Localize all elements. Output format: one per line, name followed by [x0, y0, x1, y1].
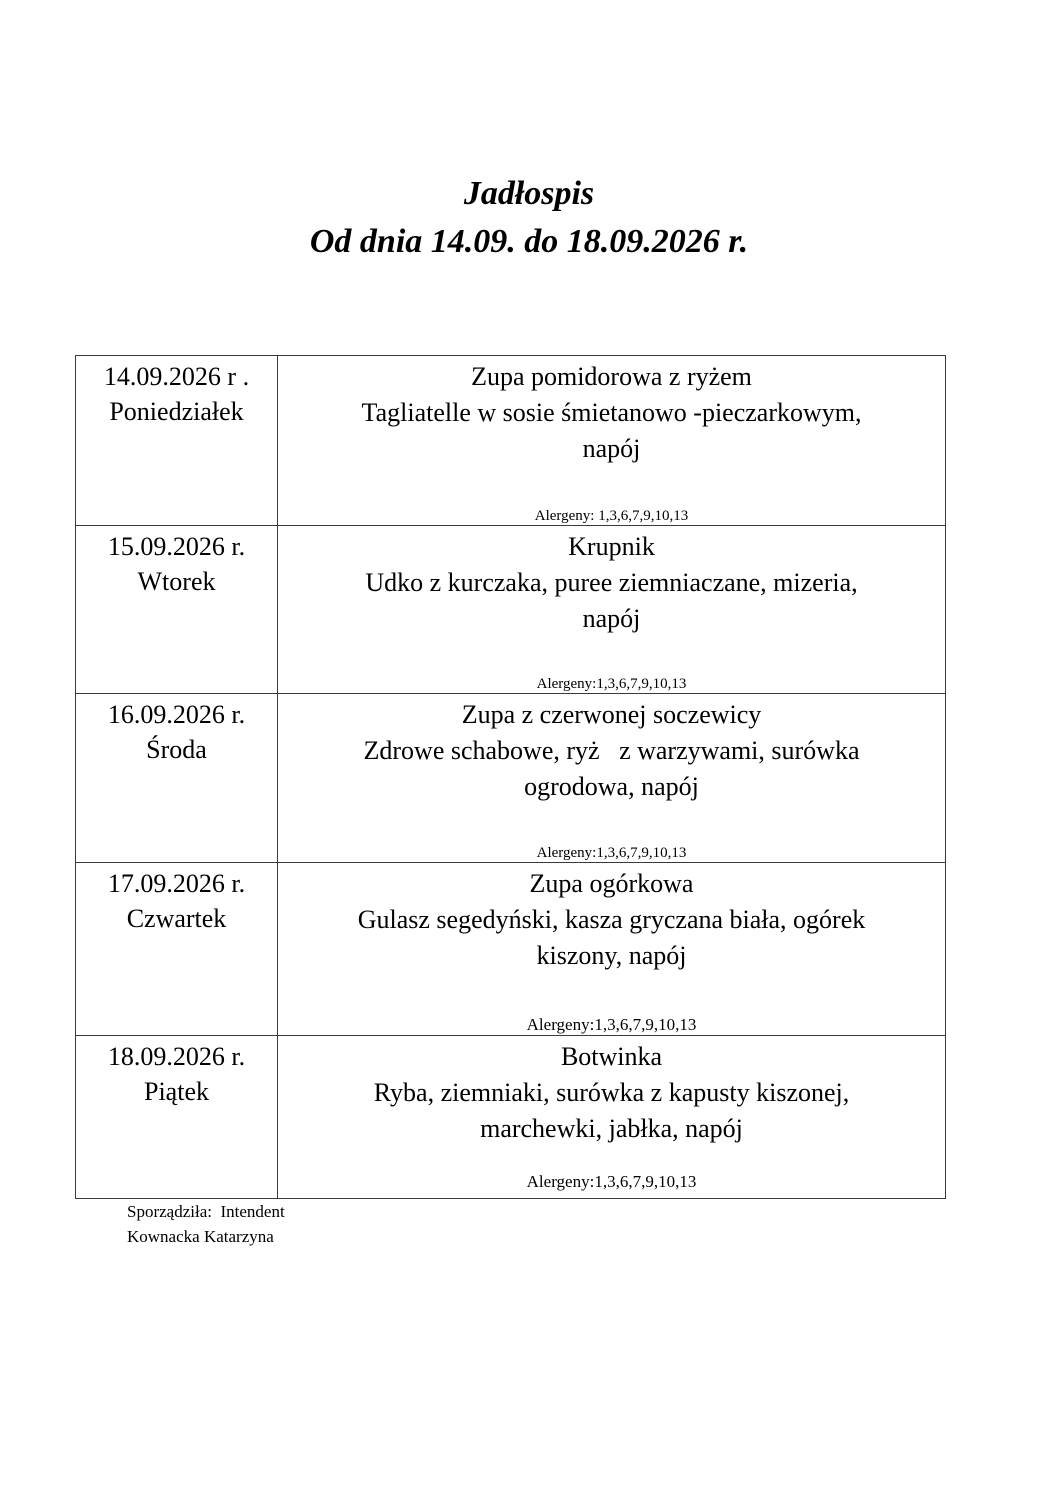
day-cell	[76, 694, 278, 863]
day-date: 18.09.2026 r.	[107, 1042, 246, 1071]
prepared-by: Sporządziła: Intendent	[127, 1202, 285, 1221]
author-name: Kownacka Katarzyna	[127, 1227, 274, 1246]
allergens-note: Alergeny:1,3,6,7,9,10,13	[536, 845, 687, 861]
day-date: 16.09.2026 r.	[107, 700, 246, 729]
table-row	[76, 863, 946, 1036]
day-date: 15.09.2026 r.	[107, 532, 246, 561]
table-row	[76, 1036, 946, 1199]
day-cell	[76, 863, 278, 1036]
meal-line: Ryba, ziemniaki, surówka z kapusty kiszonej,	[373, 1078, 850, 1107]
meal-line: Botwinka	[560, 1042, 663, 1071]
menu-table	[75, 355, 946, 1199]
day-weekday: Poniedziałek	[109, 397, 244, 426]
meal-line: Krupnik	[568, 532, 655, 561]
meal-line: Zupa pomidorowa z ryżem	[471, 362, 752, 391]
day-cell	[76, 356, 278, 526]
day-date: 14.09.2026 r .	[103, 362, 250, 391]
meal-line: Udko z kurczaka, puree ziemniaczane, mizeria,	[365, 568, 858, 597]
meal-cell	[278, 1036, 946, 1199]
meal-line: napój	[582, 604, 641, 633]
meal-line: napój	[582, 434, 641, 463]
allergens-note: Alergeny: 1,3,6,7,9,10,13	[534, 508, 689, 524]
day-date: 17.09.2026 r.	[107, 869, 246, 898]
meal-line: Zupa z czerwonej soczewicy	[461, 700, 762, 729]
meal-line: Gulasz segedyński, kasza gryczana biała, ogórek	[357, 905, 866, 934]
menu-date-range: Od dnia 14.09. do 18.09.2026 r.	[309, 223, 749, 260]
day-cell	[76, 526, 278, 694]
meal-cell	[278, 356, 946, 526]
allergens-note: Alergeny:1,3,6,7,9,10,13	[526, 1172, 697, 1191]
meal-cell	[278, 863, 946, 1036]
table-row	[76, 526, 946, 694]
meal-line: kiszony, napój	[536, 941, 687, 970]
table-row	[76, 356, 946, 526]
meal-line: marchewki, jabłka, napój	[480, 1114, 743, 1143]
day-weekday: Piątek	[144, 1077, 209, 1106]
allergens-note: Alergeny:1,3,6,7,9,10,13	[526, 1015, 697, 1034]
day-weekday: Czwartek	[126, 904, 227, 933]
day-cell	[76, 1036, 278, 1199]
day-weekday: Wtorek	[137, 567, 216, 596]
day-weekday: Środa	[146, 735, 207, 764]
meal-line: Zdrowe schabowe, ryż z warzywami, surówka	[363, 736, 860, 765]
meal-line: ogrodowa, napój	[524, 772, 699, 801]
meal-line: Tagliatelle w sosie śmietanowo -pieczarkowym,	[361, 398, 862, 427]
allergens-note: Alergeny:1,3,6,7,9,10,13	[536, 676, 687, 692]
meal-cell	[278, 526, 946, 694]
menu-title: Jadłospis	[463, 175, 595, 212]
meal-line: Zupa ogórkowa	[529, 869, 694, 898]
meal-cell	[278, 694, 946, 863]
table-row	[76, 694, 946, 863]
